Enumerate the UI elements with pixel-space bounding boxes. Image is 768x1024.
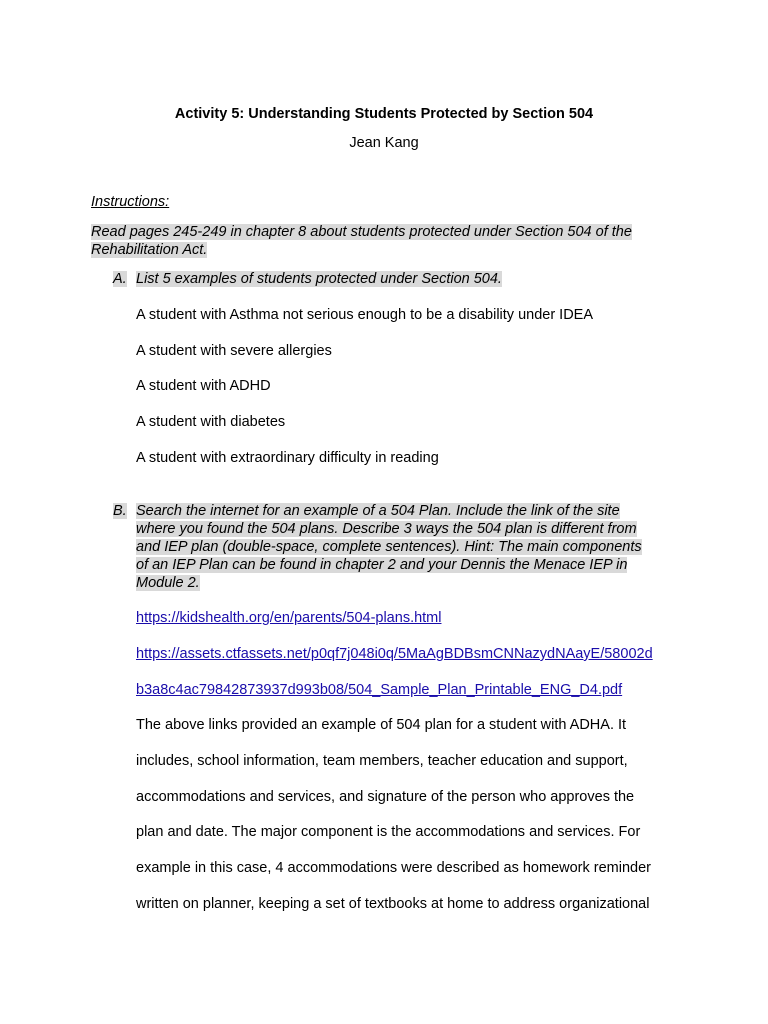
section-b-answer-line: plan and date. The major component is the accommodations and services. For	[136, 824, 641, 840]
sample-plan-link-line-1[interactable]: https://assets.ctfassets.net/p0qf7j048i0q/5MaAgBDBsmCNNazydNAayE/58002d	[136, 646, 653, 662]
document-title: Activity 5: Understanding Students Protected by Section 504	[174, 106, 594, 122]
section-a-answer: A student with severe allergies	[136, 343, 332, 359]
section-b-answer-line: The above links provided an example of 504 plan for a student with ADHA. It	[136, 717, 627, 733]
section-a-prompt: List 5 examples of students protected under Section 504.	[136, 271, 502, 287]
section-b-prompt-line: Search the internet for an example of a 504 Plan. Include the link of the site	[136, 503, 620, 519]
section-a-answer: A student with extraordinary difficulty in reading	[136, 450, 439, 466]
section-a-answer: A student with diabetes	[136, 414, 286, 430]
instructions-label: Instructions:	[91, 194, 170, 210]
section-b-answer-line: includes, school information, team members, teacher education and support,	[136, 753, 628, 769]
section-a-answer: A student with Asthma not serious enough to be a disability under IDEA	[136, 307, 594, 323]
section-b-prompt-line: Module 2.	[136, 575, 200, 591]
section-b-prompt-line: of an IEP Plan can be found in chapter 2 and your Dennis the Menace IEP in	[136, 557, 628, 573]
document-author: Jean Kang	[349, 135, 419, 151]
section-a-marker: A.	[113, 271, 127, 287]
reading-instruction-line-1: Read pages 245-249 in chapter 8 about students protected under Section 504 of the	[91, 224, 632, 240]
section-a-answer: A student with ADHD	[136, 378, 271, 394]
kidshealth-link[interactable]: https://kidshealth.org/en/parents/504-plans.html	[136, 610, 442, 626]
section-b-answer-line: written on planner, keeping a set of textbooks at home to address organizational	[136, 896, 650, 912]
section-b-answer-line: accommodations and services, and signature of the person who approves the	[136, 789, 635, 805]
section-b-marker: B.	[113, 503, 127, 519]
section-b-prompt-line: where you found the 504 plans. Describe 3 ways the 504 plan is different from	[136, 521, 637, 537]
section-b-answer-line: example in this case, 4 accommodations were described as homework reminder	[136, 860, 651, 876]
reading-instruction-line-2: Rehabilitation Act.	[91, 242, 208, 258]
sample-plan-link-line-2[interactable]: b3a8c4ac79842873937d993b08/504_Sample_Plan_Printable_ENG_D4.pdf	[136, 682, 623, 698]
section-b-prompt-line: and IEP plan (double-space, complete sentences). Hint: The main components	[136, 539, 642, 555]
